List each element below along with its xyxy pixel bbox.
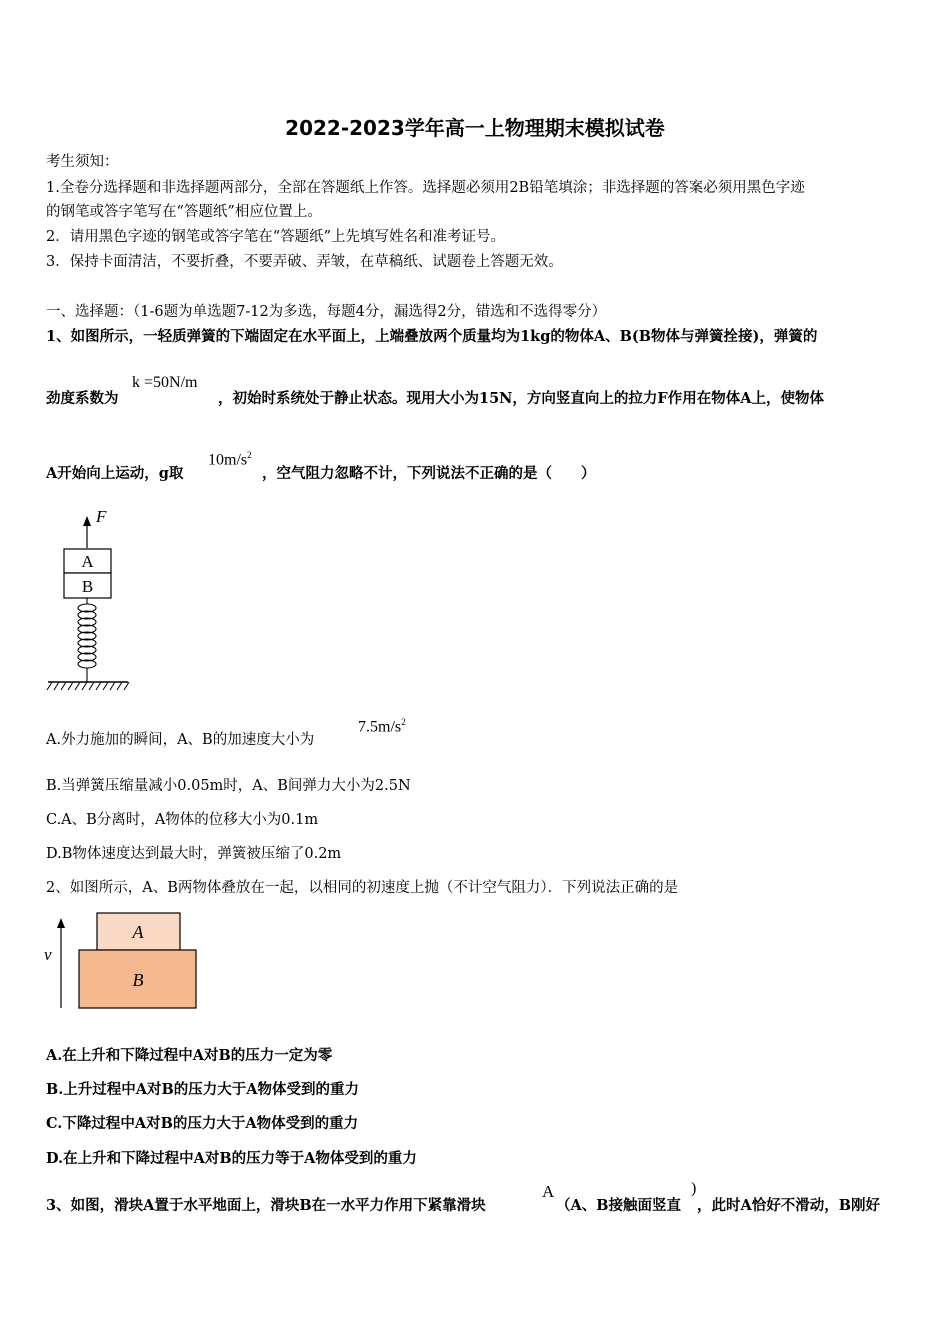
q3-a-symbol: A: [542, 1182, 555, 1201]
q2-option-b: B.上升过程中A对B的压力大于A物体受到的重力: [46, 1081, 360, 1098]
notice-item-3: 3．保持卡面清洁，不要折叠，不要弄破、弄皱，在草稿纸、试题卷上答题无效。: [46, 254, 563, 270]
block-a-label: A: [132, 922, 144, 942]
q1-option-a-value: $7.5m/s^2$: [358, 717, 406, 736]
notice-heading: 考生须知：: [46, 154, 119, 170]
block-b-label: B: [81, 577, 94, 596]
q2-option-a: A.在上升和下降过程中A对B的压力一定为零: [46, 1047, 333, 1064]
q1-g-value: $10m/s^2$: [208, 450, 252, 469]
velocity-label: v: [44, 945, 52, 964]
block-a-label: A: [81, 552, 94, 571]
q2-option-d: D.在上升和下降过程中A对B的压力等于A物体受到的重力: [46, 1150, 417, 1167]
q2-blocks-figure: [40, 908, 205, 1013]
q1-k-formula: k =50N/m: [132, 374, 198, 391]
q2-option-c: C.下降过程中A对B的压力大于A物体受到的重力: [46, 1115, 359, 1132]
q1-stem-line3b: ，空气阻力忽略不计，下列说法不正确的是（ ）: [262, 465, 596, 482]
q1-stem-line3a: A开始向上运动，g取: [46, 465, 184, 482]
q3-stem-part1: 3、如图，滑块A置于水平地面上，滑块B在一水平力作用下紧靠滑块: [46, 1197, 486, 1214]
q3-paren: ): [691, 1180, 697, 1197]
q2-stem: 2、如图所示，A、B两物体叠放在一起，以相同的初速度上抛（不计空气阻力）．下列说法正确的是: [46, 880, 679, 896]
q3-stem-part2: （A、B接触面竖直: [556, 1197, 682, 1214]
q1-stem-line2a: 劲度系数为: [46, 390, 119, 407]
notice-item-1-cont: 的钢笔或答字笔写在“答题纸”相应位置上。: [46, 204, 322, 220]
q1-option-a: A.外力施加的瞬间，A、B的加速度大小为: [46, 732, 315, 748]
velocity-arrow-head: [57, 918, 65, 928]
q3-stem-part3: ，此时A恰好不滑动，B刚好: [697, 1197, 881, 1214]
block-b-label: B: [132, 970, 144, 990]
ground-hatch: [47, 682, 129, 690]
notice-item-1: 1.全卷分选择题和非选择题两部分，全部在答题纸上作答。选择题必须用2B铅笔填涂；非选择题的答案必须用黑色字迹: [46, 180, 805, 196]
force-arrow-head: [83, 516, 91, 526]
spring-coils: [78, 604, 96, 668]
q1-option-d: D.B物体速度达到最大时，弹簧被压缩了0.2m: [46, 846, 342, 862]
q1-option-c: C.A、B分离时，A物体的位移大小为0.1m: [46, 812, 319, 828]
notice-item-2: 2．请用黑色字迹的钢笔或答字笔在“答题纸”上先填写姓名和准考证号。: [46, 229, 506, 245]
q1-spring-figure: [40, 502, 140, 697]
section-heading: 一、选择题：（1-6题为单选题7-12为多选，每题4分，漏选得2分，错选和不选得零分）: [46, 304, 607, 320]
page-title: 2022-2023学年高一上物理期末模拟试卷: [285, 116, 665, 140]
q1-stem-line1: 1、如图所示，一轻质弹簧的下端固定在水平面上，上端叠放两个质量均为1kg的物体A、B(B物体与弹簧拴接)，弹簧的: [46, 328, 818, 345]
q1-stem-line2b: ，初始时系统处于静止状态。现用大小为15N，方向竖直向上的拉力F作用在物体A上，使物体: [218, 390, 824, 407]
force-label: F: [96, 507, 107, 526]
q1-option-b: B.当弹簧压缩量减小0.05m时，A、B间弹力大小为2.5N: [46, 778, 411, 794]
